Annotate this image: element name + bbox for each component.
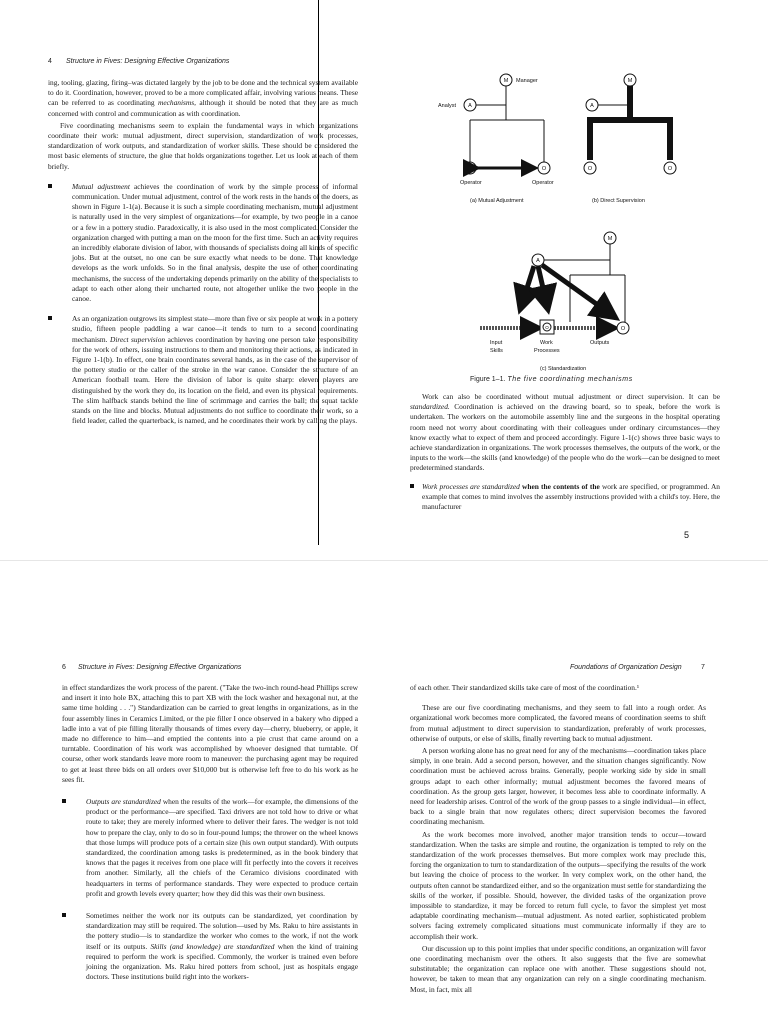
subfigure-b-caption: (b) Direct Supervision [592, 198, 645, 204]
paragraph: These are our five coordinating mechanisms, and they seem to fall into a rough order. As organizational work becomes more complicated, the favored means of coordination seems to shift from mutual adjustment to direct supervision to standardization, preferably of work processes, otherwise of outputs, or else of skills, finally reverting back to mutual adjustment. [410, 703, 706, 743]
emphasis-text: Skills (and knowledge) are standardized [150, 941, 275, 951]
coordination-mechanisms-figure [420, 60, 720, 390]
figure-caption [470, 376, 633, 383]
operator-label: Operator [532, 180, 554, 186]
operator-node-label: O [667, 166, 673, 172]
bullet-square-icon [62, 799, 66, 803]
work-label: Work [540, 340, 553, 346]
header-page-number: 4 [48, 58, 52, 65]
manager-node-label: M [627, 78, 633, 84]
top-right-column [410, 392, 720, 514]
bold-text: when the contents of the [522, 481, 600, 491]
analyst-node-label: A [468, 103, 472, 109]
paragraph: Five coordinating mechanisms seem to explain the fundamental ways in which organizations coordinate their work: mutual adjustment, direct supervision, standardization of work processes, standardization of work outputs, and standardization of worker skills. These should be considered the most basic elements of structure, the glue that holds organizations together. Let us look at each of them briefly. [48, 120, 358, 171]
paragraph-text: when the kind of training required to perform the work is specified. Commonly, the worker is trained even before joining the organization. Ms. Raku hired potters from school, just as hospitals engage doctors. These institutions build right into the workers- [86, 941, 358, 982]
bullet-square-icon [410, 484, 414, 488]
bottom-spread [0, 560, 768, 1025]
emphasis-text: Work processes are standardized [422, 481, 520, 491]
page-number: 5 [684, 530, 690, 540]
bullet-square-icon [62, 913, 66, 917]
figure-number: Figure 1–1. [470, 376, 506, 383]
header-page-number-right: 7 [701, 664, 705, 671]
operator-label: Operator [460, 180, 482, 186]
operator-node-label: O [541, 166, 547, 172]
operator-node-label: O [545, 325, 549, 330]
manager-node-label: M [503, 78, 509, 84]
paragraph-text: when the results of the work—for example, the dimensions of the product or the performance—are specified. Taxi drivers are not told how to drive or what route to take; they are merely informed where to deliver their fares. The wedger is not told how to prepare the clay, only to do so in four-pound lumps; the thrower on the wheel knows that those lumps will produce pots of a certain size (his own output standard). With outputs standardized, the coordination among tasks is predetermined, as in the book bindery that knows that the pages it receives from one place will fit perfectly into the covers it receives from another. Similarly, all the chiefs of the Ceramico divisions coordinated with headquarters in terms of performance standards. They were expected to produce certain profit and growth levels every quarter; how they did this was their own business. [86, 797, 358, 898]
bottom-left-column [62, 683, 358, 984]
emphasis-text: Outputs are standardized [86, 797, 161, 807]
diagram-mutual-adjustment [438, 74, 554, 204]
emphasis-text: mechanisms, [157, 98, 196, 108]
subfigure-a-caption: (a) Mutual Adjustment [470, 198, 524, 204]
paragraph-text: Work can also be coordinated without mutual adjustment or direct supervision. It can be [422, 392, 720, 401]
operator-node-label: O [620, 326, 626, 332]
paragraph-text: ing, tooling, glazing, firing–was dictated largely by the job to be done and the technical system available to do it. Coordination, however, proved to be a more complicated affair, involving various means. These can be referred to as coordinating [48, 78, 358, 108]
paragraph-text: Coordination is achieved on the drawing board, so to speak, before the work is undertaken. The workers on the automobile assembly line and the surgeons in the hospital operating room need not worry about coordinating with their colleagues under ordinary circumstances—they know exactly what to expect of them and proceed accordingly. Figure 1-1(c) shows three basic ways to achieve standardization in organizations. The work processes themselves, the outputs of the work, or the inputs to the work—the skills (and knowledge) of the people who do the work—can be designed to meet predetermined standards. [410, 402, 720, 473]
skills-label: Skills [490, 348, 503, 354]
paragraph-text: achieves coordination by having one person take responsibility for the work of others, issuing instructions to them and monitoring their actions, as indicated in Figure 1-1(b). In effect, one brain coordinates several hands, as in the case of the supervisor of the pottery studio or the caller of the stroke in the war canoe. Consider the structure of an American football team. Here the division of labor is quite sharp: eleven players are distinguished by the work they do, its location on the field, and even its physical requirements. The slim halfback stands behind the line of scrimmage and carries the ball; the squat tackle stands on the line and blocks. Mutual adjustments do not suffice to coordinate their work, so a field leader, called the quarterback, is named, and he coordinates their work by calling the plays. [72, 334, 359, 426]
paragraph-text: work are specified, or programmed. An example that comes to mind involves the assembly instructions provided with a child's toy. Here, the manufacturer [422, 481, 720, 512]
top-left-column [48, 78, 358, 429]
paragraph-text: achieves the coordination of work by the simple process of informal communication. Under mutual adjustment, control of the work rests in the hands of the doers, as shown in Figure 1-1(a). Because it is such a simple coordinating mechanism, mutual adjustment is naturally used in the very simplest of organizations—for example, by two people in a canoe or a few in a pottery studio. Paradoxically, it is also used in the most complicated. Consider the organization charged with putting a man on the moon for the first time. Such an activity requires an incredibly elaborate division of labor, with thousands of specialists doing all kinds of specific jobs. But at the outset, no one can be sure exactly what needs to be done. That knowledge develops as the work unfolds. So in the final analysis, despite the use of other coordinating mechanisms, the success of the undertaking depends primarily on the ability of the specialists to adapt to each other along their uncharted route, not altogether unlike the two people in the canoe. [72, 181, 358, 304]
analyst-node-label: A [536, 258, 540, 264]
operator-node-label: O [587, 166, 593, 172]
manager-label: Manager [516, 78, 538, 84]
running-header: Structure in Fives: Designing Effective Organizations [66, 58, 230, 65]
paragraph: in effect standardizes the work process of the parent. ("Take the two-inch round-head Phillips screw and insert it into hole BX, attaching this to part XB with the lock washer and hexagonal nut, at the same time holding . . .") Standardization can be carried to great lengths in organizations, as in the four assembly lines in Ceramics Limited, or the pie filler I once observed in a bakery who dipped a ladle into a vat of pie filling literally thousands of times every day—cherry, blueberry, or apple, it made no difference to him—and emptied the contents into a pie crust that came around on a turntable. Coordination of his work was accomplished by whoever designed that turntable. Of course, other work standards leave more room to maneuver: the purchasing agent may be required to get at least three bids on all orders over $10,000 but is otherwise left free to do his work as he sees fit. [62, 683, 358, 784]
figure-title: The five coordinating mechanisms [507, 376, 633, 383]
diagram-standardization [480, 232, 629, 372]
analyst-node-label: A [590, 103, 594, 109]
header-page-number: 6 [62, 664, 66, 671]
outputs-label: Outputs [590, 340, 610, 346]
analyst-label: Analyst [438, 103, 457, 109]
paragraph: of each other. Their standardized skills take care of most of the coordination.¹ [410, 683, 640, 692]
input-label: Input [490, 340, 503, 346]
paragraph: A person working alone has no great need for any of the mechanisms—coordination takes place simply, in one brain. Add a second person, however, and the situation changes significantly. Now coordination must be achieved across brains. Generally, people working side by side in small groups adapt to each other informally; mutual adjustment becomes the favored means of coordination. As the group gets larger, however, it becomes less able to coordinate informally. A need for leadership arises. Control of the work of the group passes to a single individual—in effect, back to a single brain that now regulates others; direct supervision becomes the favored coordinating mechanism. [410, 746, 706, 827]
running-header-right: Foundations of Organization Design [570, 664, 682, 671]
emphasis-text: Direct supervision [109, 334, 166, 344]
emphasis-text: standardized. [410, 402, 450, 412]
running-header: Structure in Fives: Designing Effective Organizations [78, 664, 242, 671]
paragraph-text: Sometimes neither the work nor its outputs can be standardized, yet coordination by standardization may still be required. The solution—used by Ms. Raku to hire assistants in the pottery studio—is to standardize the worker who comes to the work, if not the work itself or its outputs. [86, 911, 358, 951]
bullet-square-icon [48, 316, 52, 320]
bottom-right-column [410, 683, 706, 997]
paragraph: As the work becomes more involved, another major transition tends to occur—toward standardization. When the tasks are simple and routine, the organization is tempted to rely on the standardization of the work processes themselves. But more complex work may preclude this, forcing the organization to turn to standardization of the outputs—specifying the results of the work but leaving the choice of process to the worker. In very complex work, on the other hand, the outputs often cannot be standardized either, and so the organization must settle for standardizing the skills of the worker, if possible. Should, however, the divided tasks of the organization prove impossible to standardize, it may be forced to return full cycle, to favor the simplest yet most adaptable coordinating mechanism—mutual adjustment. As noted earlier, sophisticated problem solvers facing extremely complicated situations must communicate informally if they are to accomplish their work. [410, 829, 706, 941]
paragraph-text: As an organization outgrows its simplest state—more than five or six people at work in a pottery studio, fifteen people paddling a war canoe—it tends to turn to a second coordinating mechanism. [72, 314, 358, 344]
manager-node-label: M [607, 236, 613, 242]
operator-node-label: O [467, 166, 473, 172]
processes-label: Processes [534, 348, 560, 354]
subfigure-c-caption: (c) Standardization [540, 366, 587, 372]
paragraph: Our discussion up to this point implies that under specific conditions, an organization will favor one coordinating mechanism over the others. It also suggests that the five are somewhat substitutable; the organization can replace one with another. These suggestions should not, however, be taken to mean that any organization can rely on a single coordinating mechanism. Most, in fact, mix all [410, 943, 706, 994]
paragraph-text: although it should be noted that they are as much concerned with control and communication as with coordination. [48, 98, 358, 118]
emphasis-text: Mutual adjustment [72, 181, 130, 191]
diagram-direct-supervision [584, 74, 676, 204]
bullet-square-icon [48, 184, 52, 188]
